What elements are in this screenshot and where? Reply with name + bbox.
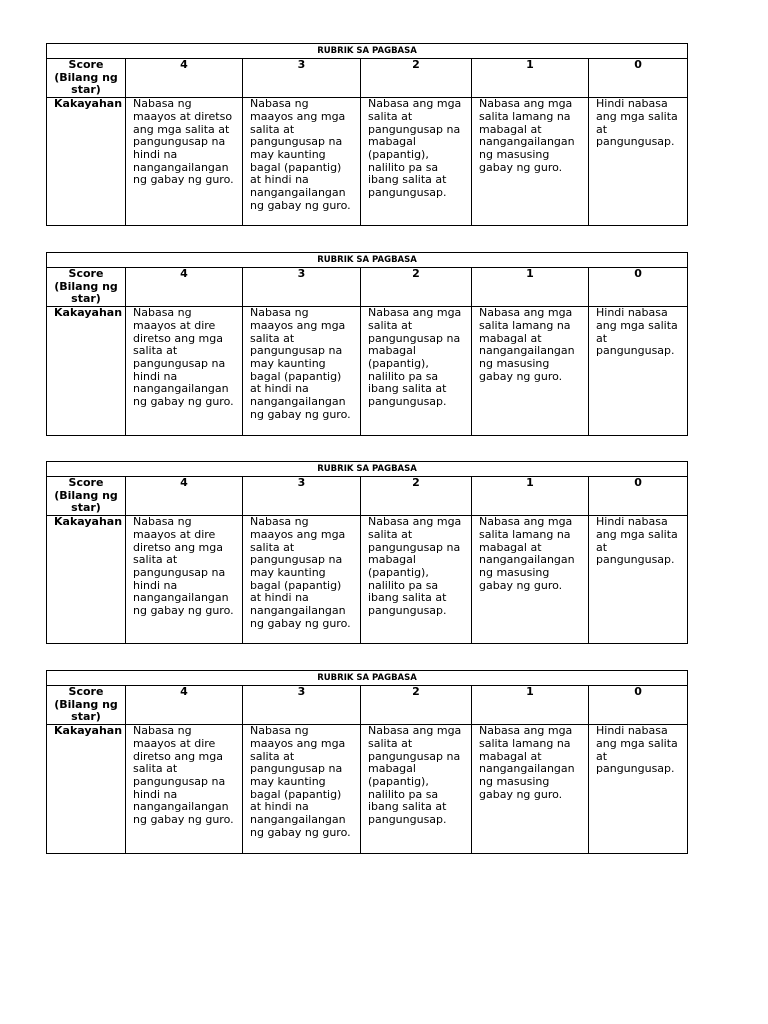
title-row [47,462,688,477]
rubric-title: RUBRIK SA PAGBASA [47,253,688,268]
descriptor-2: Nabasa ang mga salita at pangungusap na mabagal (papantig), nalilito pa sa ibang salita at pangungusap. [361,725,472,854]
descriptor-0: Hindi nabasa ang mga salita at pangungusap. [589,516,688,644]
descriptor-4: Nabasa ng maayos at dire diretso ang mga salita at pangungusap na hindi na nangangailangan ng gabay ng guro. [126,307,243,436]
criteria-row [47,307,688,436]
descriptor-1: Nabasa ang mga salita lamang na mabagal at nangangailangan ng masusing gabay ng guro. [472,307,589,436]
score-0-header: 0 [589,477,688,516]
score-2-header: 2 [361,686,472,725]
descriptor-2: Nabasa ang mga salita at pangungusap na mabagal (papantig), nalilito pa sa ibang salita at pangungusap. [361,98,472,226]
score-header: Score (Bilang ng star) [47,59,126,98]
header-row [47,268,688,307]
header-row [47,59,688,98]
criteria-row [47,516,688,644]
title-row [47,671,688,686]
score-0-header: 0 [589,59,688,98]
score-2-header: 2 [361,477,472,516]
score-4-header: 4 [126,477,243,516]
rubric-title: RUBRIK SA PAGBASA [47,671,688,686]
criteria-label: Kakayahan [47,98,126,226]
header-row [47,686,688,725]
criteria-row [47,98,688,226]
score-2-header: 2 [361,59,472,98]
rubric-table [46,461,688,644]
descriptor-3: Nabasa ng maayos ang mga salita at pangungusap na may kaunting bagal (papantig) at hindi na nangangailangan ng gabay ng guro. [243,516,361,644]
title-row [47,253,688,268]
score-3-header: 3 [243,59,361,98]
score-4-header: 4 [126,59,243,98]
score-4-header: 4 [126,686,243,725]
score-1-header: 1 [472,477,589,516]
descriptor-1: Nabasa ang mga salita lamang na mabagal at nangangailangan ng masusing gabay ng guro. [472,98,589,226]
descriptor-1: Nabasa ang mga salita lamang na mabagal at nangangailangan ng masusing gabay ng guro. [472,725,589,854]
score-3-header: 3 [243,686,361,725]
title-row [47,44,688,59]
descriptor-0: Hindi nabasa ang mga salita at pangungusap. [589,98,688,226]
score-header: Score (Bilang ng star) [47,477,126,516]
score-2-header: 2 [361,268,472,307]
rubric-title: RUBRIK SA PAGBASA [47,44,688,59]
score-0-header: 0 [589,268,688,307]
descriptor-3: Nabasa ng maayos ang mga salita at pangungusap na may kaunting bagal (papantig) at hindi na nangangailangan ng gabay ng guro. [243,307,361,436]
descriptor-4: Nabasa ng maayos at dire diretso ang mga salita at pangungusap na hindi na nangangailangan ng gabay ng guro. [126,725,243,854]
score-3-header: 3 [243,268,361,307]
score-0-header: 0 [589,686,688,725]
score-1-header: 1 [472,686,589,725]
rubric-table [46,670,688,854]
score-4-header: 4 [126,268,243,307]
rubric-table [46,252,688,436]
descriptor-4: Nabasa ng maayos at diretso ang mga salita at pangungusap na hindi na nangangailangan ng gabay ng guro. [126,98,243,226]
descriptor-0: Hindi nabasa ang mga salita at pangungusap. [589,725,688,854]
score-1-header: 1 [472,268,589,307]
descriptor-3: Nabasa ng maayos ang mga salita at pangungusap na may kaunting bagal (papantig) at hindi na nangangailangan ng gabay ng guro. [243,725,361,854]
score-1-header: 1 [472,59,589,98]
criteria-row [47,725,688,854]
score-header: Score (Bilang ng star) [47,686,126,725]
descriptor-1: Nabasa ang mga salita lamang na mabagal at nangangailangan ng masusing gabay ng guro. [472,516,589,644]
criteria-label: Kakayahan [47,307,126,436]
rubric-table [46,43,688,226]
descriptor-2: Nabasa ang mga salita at pangungusap na mabagal (papantig), nalilito pa sa ibang salita at pangungusap. [361,516,472,644]
descriptor-2: Nabasa ang mga salita at pangungusap na mabagal (papantig), nalilito pa sa ibang salita at pangungusap. [361,307,472,436]
criteria-label: Kakayahan [47,725,126,854]
header-row [47,477,688,516]
score-3-header: 3 [243,477,361,516]
criteria-label: Kakayahan [47,516,126,644]
score-header: Score (Bilang ng star) [47,268,126,307]
descriptor-3: Nabasa ng maayos ang mga salita at pangungusap na may kaunting bagal (papantig) at hindi na nangangailangan ng gabay ng guro. [243,98,361,226]
descriptor-4: Nabasa ng maayos at dire diretso ang mga salita at pangungusap na hindi na nangangailangan ng gabay ng guro. [126,516,243,644]
rubric-title: RUBRIK SA PAGBASA [47,462,688,477]
descriptor-0: Hindi nabasa ang mga salita at pangungusap. [589,307,688,436]
